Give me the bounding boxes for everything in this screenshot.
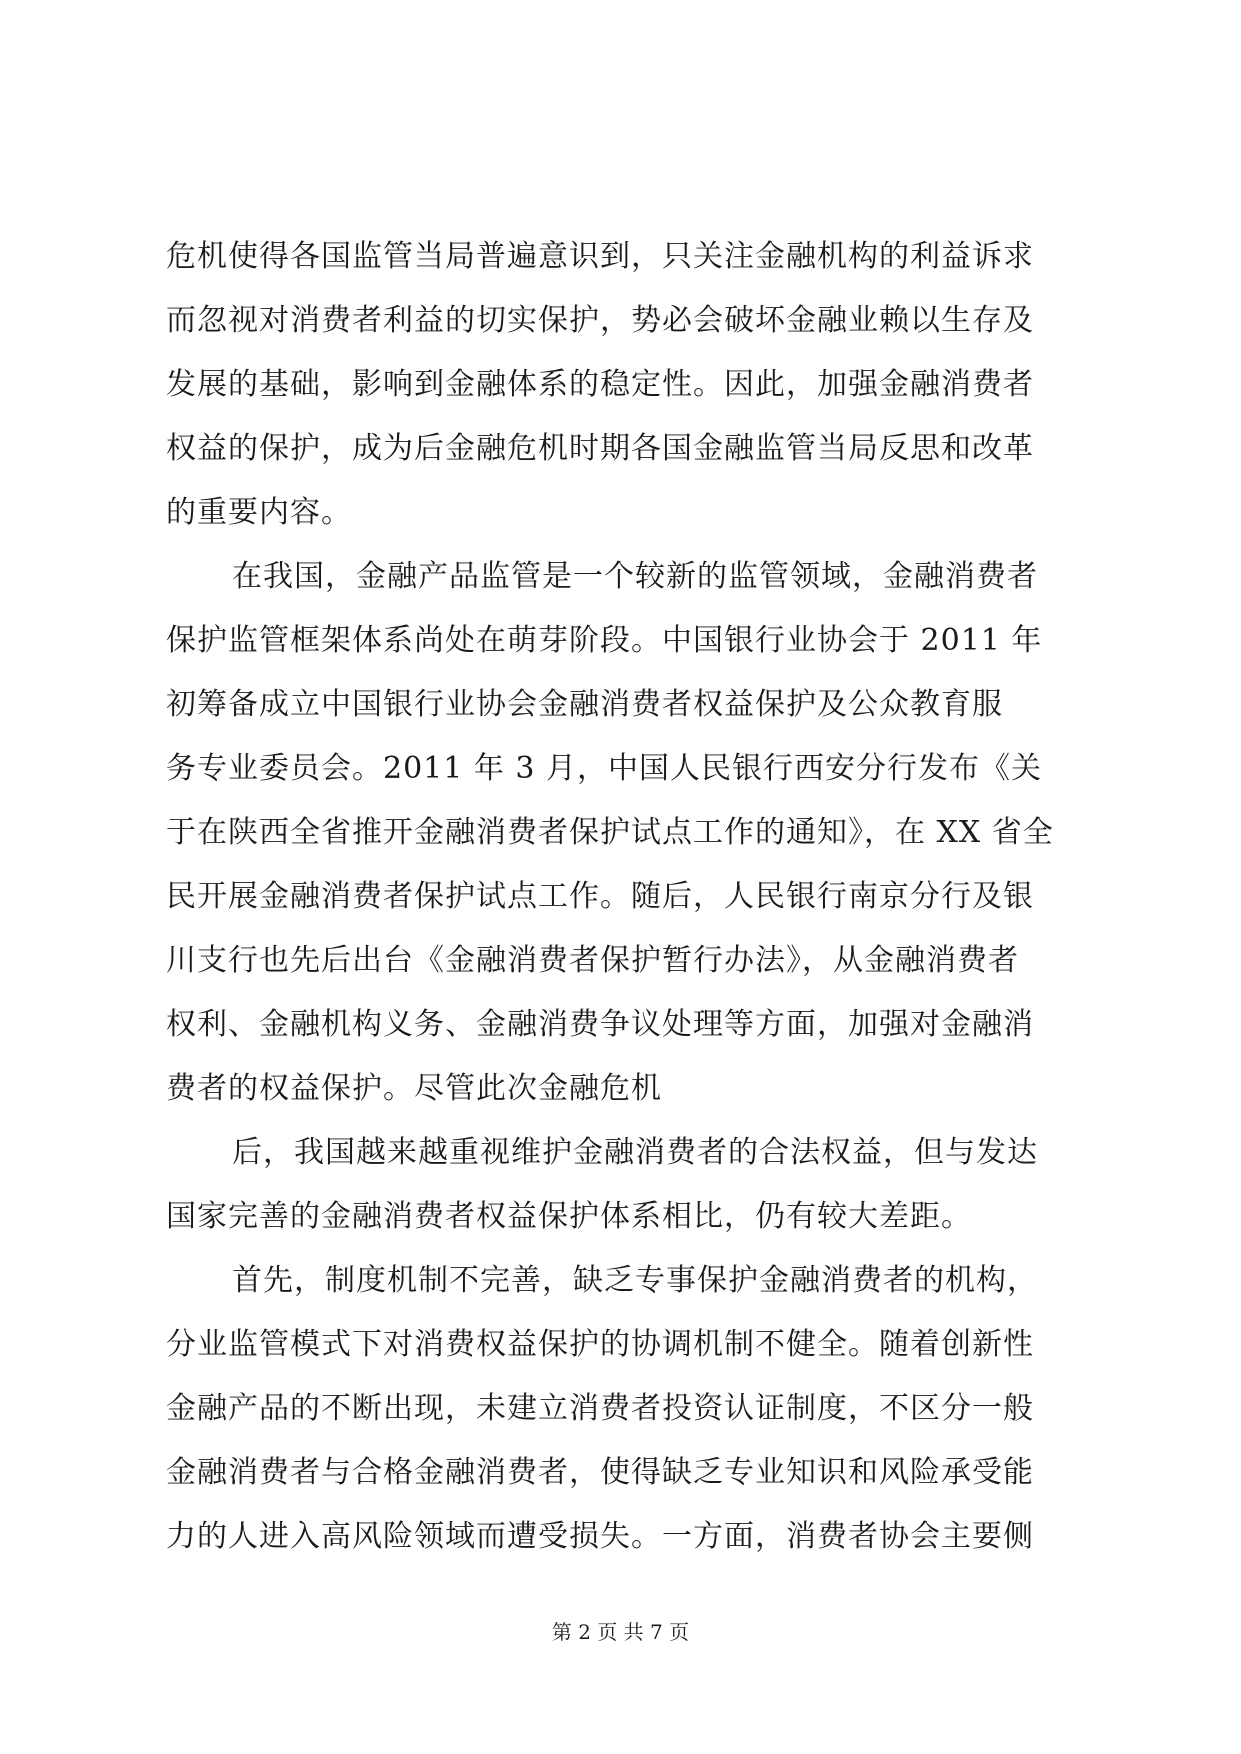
text-line: 民开展金融消费者保护试点工作。随后，人民银行南京分行及银: [166, 879, 1034, 914]
text-line: 金融消费者与合格金融消费者，使得缺乏专业知识和风险承受能: [166, 1455, 1034, 1490]
text-line: 川支行也先后出台《金融消费者保护暂行办法》，从金融消费者: [166, 943, 1019, 978]
text-line: 权利、金融机构义务、金融消费争议处理等方面，加强对金融消: [166, 1007, 1034, 1042]
paragraph-start-line: 在我国，金融产品监管是一个较新的监管领域，金融消费者: [232, 559, 1038, 594]
text-line: 于在陕西全省推开金融消费者保护试点工作的通知》，在 XX 省全: [166, 815, 1054, 850]
text-line: 力的人进入高风险领域而遭受损失。一方面，消费者协会主要侧: [166, 1519, 1034, 1554]
text-line: 国家完善的金融消费者权益保护体系相比，仍有较大差距。: [166, 1199, 972, 1234]
text-line: 权益的保护，成为后金融危机时期各国金融监管当局反思和改革: [166, 431, 1034, 466]
text-line: 保护监管框架体系尚处在萌芽阶段。中国银行业协会于 2011 年: [166, 623, 1043, 658]
text-line: 而忽视对消费者利益的切实保护，势必会破坏金融业赖以生存及: [166, 303, 1034, 338]
text-line: 分业监管模式下对消费权益保护的协调机制不健全。随着创新性: [166, 1327, 1034, 1362]
text-line: 务专业委员会。2011 年 3 月，中国人民银行西安分行发布《关: [166, 751, 1043, 786]
document-body: [166, 225, 1078, 1569]
text-line: 初筹备成立中国银行业协会金融消费者权益保护及公众教育服: [166, 687, 1003, 722]
paragraph-start-line: 后，我国越来越重视维护金融消费者的合法权益，但与发达: [232, 1135, 1038, 1170]
page-number-footer: 第 2 页 共 7 页: [551, 1620, 690, 1644]
text-line: 费者的权益保护。尽管此次金融危机: [166, 1071, 662, 1106]
paragraph-start-line: 首先，制度机制不完善，缺乏专事保护金融消费者的机构，: [232, 1263, 1038, 1298]
text-line: 危机使得各国监管当局普遍意识到，只关注金融机构的利益诉求: [166, 239, 1034, 274]
text-line: 的重要内容。: [166, 495, 352, 530]
text-line: 金融产品的不断出现，未建立消费者投资认证制度，不区分一般: [166, 1391, 1034, 1426]
text-line: 发展的基础，影响到金融体系的稳定性。因此，加强金融消费者: [166, 367, 1034, 402]
